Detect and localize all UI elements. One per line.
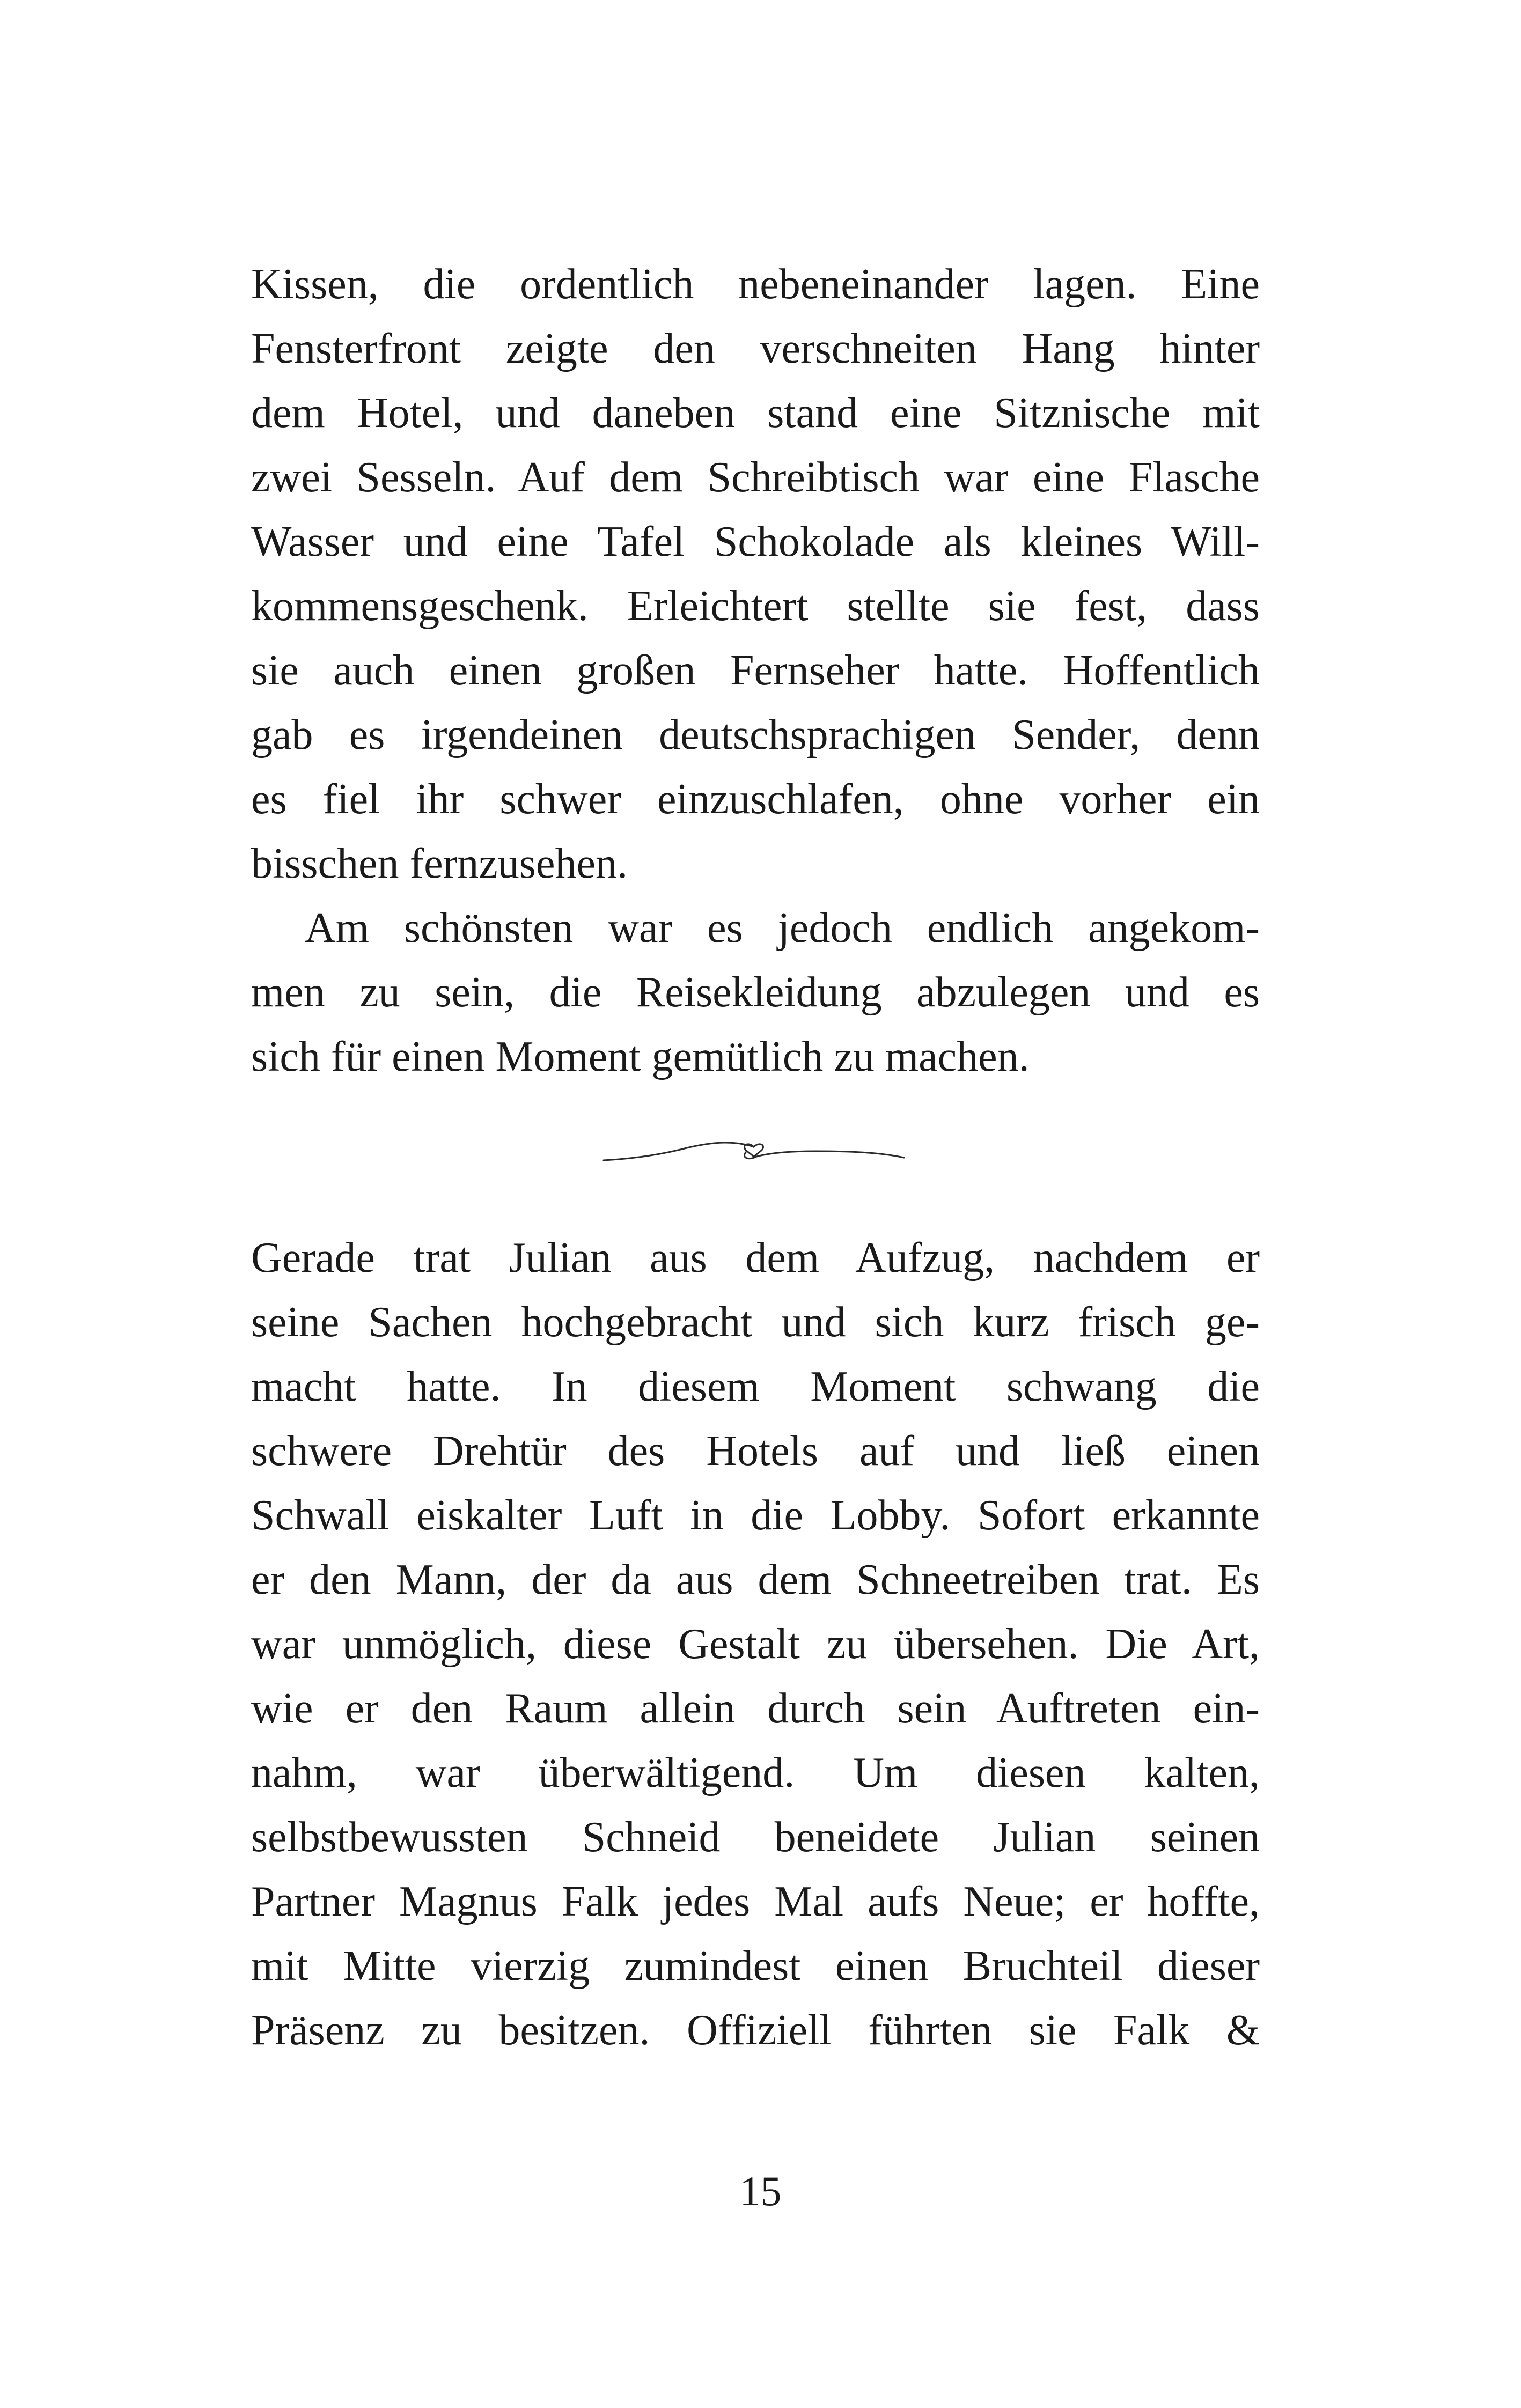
text-line: schwere Drehtür des Hotels auf und ließ einen — [251, 1427, 1260, 1475]
text-line: mit Mitte vierzig zumindest einen Bruchteil dieser — [251, 1942, 1260, 1990]
text-line: Gerade trat Julian aus dem Aufzug, nachdem er — [251, 1234, 1260, 1282]
text-line: dem Hotel, und daneben stand eine Sitznische mit — [251, 389, 1260, 437]
section-2 — [251, 1226, 1260, 2063]
text-line: wie er den Raum allein durch sein Auftreten ein- — [251, 1685, 1260, 1732]
text-line: Wasser und eine Tafel Schokolade als kleines Will- — [251, 518, 1260, 565]
text-line: Partner Magnus Falk jedes Mal aufs Neue; er hoffte, — [251, 1878, 1260, 1925]
text-line: war unmöglich, diese Gestalt zu übersehen. Die Art, — [251, 1621, 1260, 1668]
text-line: sie auch einen großen Fernseher hatte. Hoffentlich — [251, 647, 1260, 694]
text-line: es fiel ihr schwer einzuschlafen, ohne vorher ein — [251, 776, 1260, 823]
text-line: seine Sachen hochgebracht und sich kurz frisch ge- — [251, 1299, 1260, 1346]
text-line: Schwall eiskalter Luft in die Lobby. Sofort erkannte — [251, 1492, 1260, 1539]
paragraph-1 — [251, 252, 1260, 896]
heart-flourish-icon — [601, 1131, 907, 1168]
text-line: kommensgeschenk. Erleichtert stellte sie fest, dass — [251, 583, 1260, 630]
paragraph-2 — [251, 896, 1260, 1089]
text-line: Präsenz zu besitzen. Offiziell führten sie Falk & — [251, 2007, 1260, 2054]
text-line: er den Mann, der da aus dem Schneetreiben trat. Es — [251, 1556, 1260, 1603]
text-line: selbstbewussten Schneid beneidete Julian seinen — [251, 1814, 1260, 1861]
text-line: gab es irgendeinen deutschsprachigen Sender, denn — [251, 711, 1260, 759]
text-line: Fensterfront zeigte den verschneiten Hang hinter — [251, 325, 1260, 372]
text-line: Kissen, die ordentlich nebeneinander lagen. Eine — [251, 261, 1260, 308]
text-line: zwei Sesseln. Auf dem Schreibtisch war eine Flasche — [251, 454, 1260, 501]
paragraph-3 — [251, 1226, 1260, 2063]
text-line: sich für einen Moment gemütlich zu machen. — [251, 1033, 1030, 1080]
text-line: nahm, war überwältigend. Um diesen kalten, — [251, 1749, 1260, 1796]
page-body — [251, 252, 1260, 1089]
page-number: 15 — [739, 2168, 782, 2214]
text-line: bisschen fernzusehen. — [251, 840, 628, 887]
text-line: Am schönsten war es jedoch endlich angekom- — [305, 904, 1260, 952]
text-line: men zu sein, die Reisekleidung abzulegen und es — [251, 969, 1260, 1016]
text-line: macht hatte. In diesem Moment schwang die — [251, 1363, 1260, 1410]
